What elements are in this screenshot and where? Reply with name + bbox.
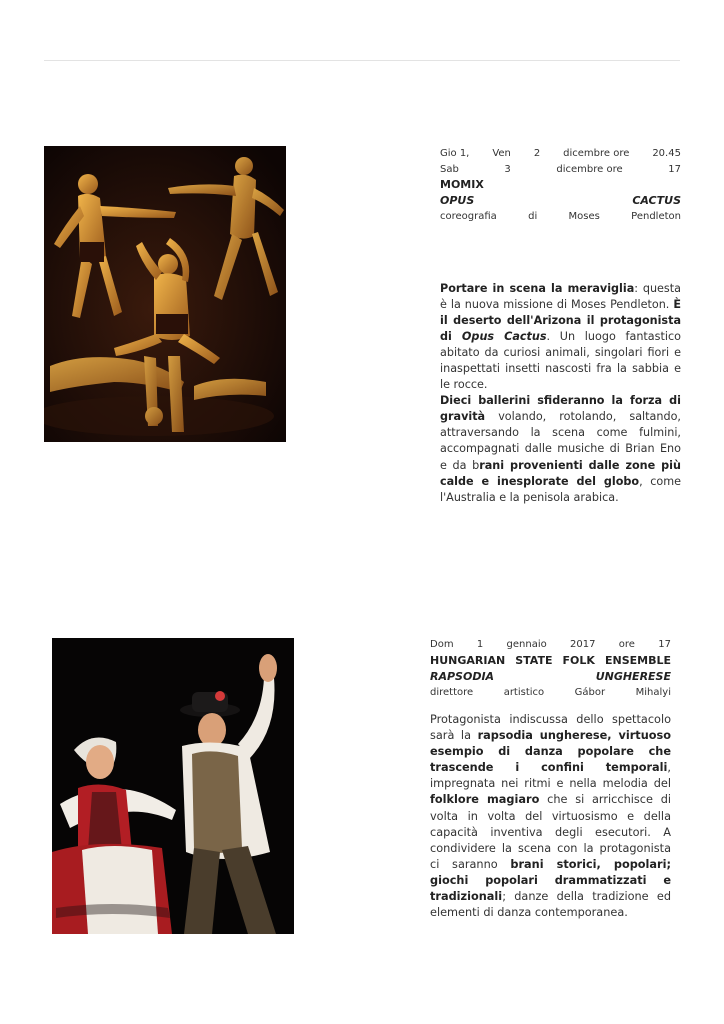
description-run: che si arricchisce di volta in volta del virtuosismo e della capacità inventiva degli esecutori. A condividere la scena con la protagonista ci saranno <box>430 793 671 871</box>
choreography-credit <box>440 209 681 225</box>
credit-word: artistico <box>503 686 545 698</box>
credit-word: direttore <box>430 686 474 698</box>
date-word: 20.45 <box>652 148 681 159</box>
date-word: 17 <box>658 639 671 650</box>
show-title-word: RAPSODIA <box>430 669 495 683</box>
description-run: , come l'Australia e la penisola arabica. <box>440 474 682 504</box>
show-title-word: OPUS <box>440 194 475 207</box>
description-run: È il deserto dell'Arizona il protagonista di <box>440 297 681 343</box>
description-run: . Un luogo fantastico abitato da curiosi animali, singolari fiori e inaspettati insetti nascosti fra la sabbia e le rocce. <box>440 329 681 392</box>
top-divider <box>44 60 680 61</box>
artistic-director-credit <box>430 685 671 701</box>
description-run: Dieci ballerini sfideranno la forza di gravità <box>440 394 681 424</box>
company-word: FOLK <box>562 653 595 667</box>
date-word: Ven <box>492 148 511 159</box>
date-word: 2017 <box>570 639 596 650</box>
date-word: Dom <box>430 639 454 650</box>
description-run: Portare in scena la meraviglia <box>440 281 635 295</box>
company-name <box>430 653 671 669</box>
credit-word: Gábor <box>574 686 606 698</box>
description-run: , impregnata nei ritmi e nella melodia del <box>430 761 671 791</box>
description-run: Opus Cactus <box>461 329 547 343</box>
date-word: 3 <box>504 163 511 175</box>
credit-word: Pendleton <box>631 211 681 222</box>
description-run: : questa è la nuova missione di Moses Pendleton. <box>440 281 681 311</box>
date-word: 17 <box>668 163 681 175</box>
date-word: Gio 1, <box>440 148 470 159</box>
date-word: Sab <box>440 163 459 175</box>
momix-dancers-photo <box>44 146 286 442</box>
company-word: HUNGARIAN <box>430 653 506 667</box>
credit-word: Mihalyi <box>635 686 671 698</box>
event-date-line-2 <box>440 162 681 178</box>
company-word: ENSEMBLE <box>604 653 671 667</box>
description-run: Protagonista indiscussa dello spettacolo sarà la <box>430 713 671 743</box>
show-title-word: CACTUS <box>632 194 681 207</box>
credit-word: di <box>528 211 538 222</box>
credit-word: Moses <box>568 211 600 222</box>
event-date-line <box>430 637 671 653</box>
credit-word: coreografia <box>440 211 497 222</box>
date-word: dicembre ore <box>556 163 623 175</box>
date-word: 1 <box>476 639 484 650</box>
event-momix <box>440 146 681 506</box>
event-description <box>430 712 671 921</box>
show-title <box>430 669 671 685</box>
event-description <box>440 281 681 506</box>
hungarian-dancers-photo <box>52 638 294 934</box>
description-run: brani storici, popolari; giochi popolari drammatizzati e tradizionali <box>430 857 672 904</box>
company-name: MOMIX <box>440 178 484 191</box>
date-word: ore <box>618 639 635 650</box>
show-title <box>440 193 681 209</box>
date-word: dicembre ore <box>563 148 630 159</box>
event-hungarian <box>430 637 671 921</box>
description-run: folklore magiaro <box>430 793 540 807</box>
company-word: STATE <box>515 653 553 667</box>
description-run: volando, rotolando, saltando, attraversando la scena come fulmini, accompagnati dalle musiche di Brian Eno e da b <box>440 410 681 472</box>
description-run: rani provenienti dalle zone più calde e inesplorate del globo <box>440 458 681 488</box>
description-run: ; danze della tradizione ed elementi di danza contemporanea. <box>430 890 671 920</box>
date-word: 2 <box>533 148 541 159</box>
description-run: rapsodia ungherese, virtuoso esempio di danza popolare che trascende i confini temporali <box>430 729 671 775</box>
show-title-word: UNGHERESE <box>595 669 671 683</box>
date-word: gennaio <box>506 639 547 650</box>
event-date-line-1 <box>440 146 681 162</box>
